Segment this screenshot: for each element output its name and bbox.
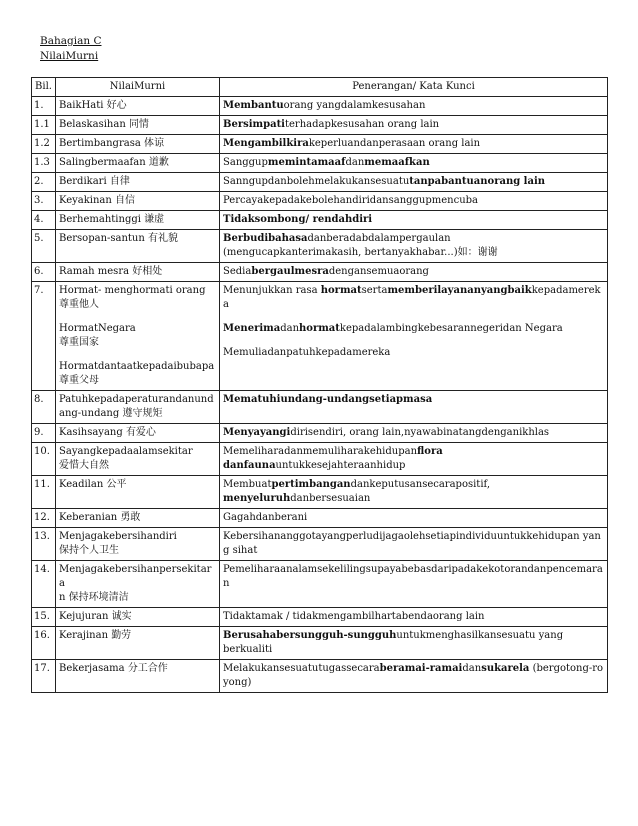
description-text: Sedia xyxy=(223,266,252,277)
table-row xyxy=(32,211,608,230)
description-text: danberadabdalampergaulan xyxy=(307,233,451,244)
description-line xyxy=(223,643,604,657)
value-name xyxy=(56,192,220,211)
table-row xyxy=(32,282,608,391)
keyword: beramai-ramai xyxy=(379,663,463,674)
description-text: Memuliadanpatuhkepadamereka xyxy=(223,347,391,358)
value-name xyxy=(56,476,220,509)
value-malay: Keadilan xyxy=(59,479,107,490)
value-chinese: 自律 xyxy=(109,176,130,187)
description-line xyxy=(223,137,604,151)
keyword: Berusahabersungguh-sungguh xyxy=(223,630,397,641)
value-line: Hormat- menghormati orang xyxy=(59,285,206,296)
value-name xyxy=(56,660,220,693)
value-name xyxy=(56,424,220,443)
description-line xyxy=(223,459,604,473)
description-line xyxy=(223,662,604,690)
description-text: (mengucapkanterimakasih, bertanyakhabar...)如：谢谢 xyxy=(223,247,498,258)
row-number: 1.3 xyxy=(32,154,56,173)
description-text: dankeputusansecarapositif, xyxy=(350,479,491,490)
table-row xyxy=(32,230,608,263)
value-chinese: 诚实 xyxy=(111,611,132,622)
table-row xyxy=(32,660,608,693)
value-name xyxy=(56,116,220,135)
value-description xyxy=(220,509,608,528)
description-text: berkualiti xyxy=(223,644,273,655)
row-number: 1.2 xyxy=(32,135,56,154)
row-number: 6. xyxy=(32,263,56,282)
description-text: dan xyxy=(280,323,300,334)
table-row xyxy=(32,443,608,476)
value-line: Menjagakebersihandiri xyxy=(59,531,177,542)
table-row xyxy=(32,627,608,660)
value-description xyxy=(220,660,608,693)
value-description xyxy=(220,173,608,192)
keyword: Menyayangi xyxy=(223,427,291,438)
row-number: 9. xyxy=(32,424,56,443)
description-text: Tidaktamak / tidakmengambilhartabendaorang lain xyxy=(223,611,485,622)
description-text: dirisendiri, orang lain,nyawabinatangdenganikhlas xyxy=(290,427,550,438)
description-text: dengansemuaorang xyxy=(328,266,429,277)
value-name xyxy=(56,282,220,391)
description-text: Kebersihananggotayangperludijagaolehsetiapindividuuntukkehidupan yang sihat xyxy=(223,531,601,556)
value-description xyxy=(220,443,608,476)
keyword: flora xyxy=(417,446,443,457)
value-chinese: 公平 xyxy=(106,479,127,490)
description-text: terhadapkesusahan orang lain xyxy=(284,119,440,130)
value-name xyxy=(56,443,220,476)
description-text: Memeliharadanmemuliharakehidupan xyxy=(223,446,418,457)
keyword: Membantu xyxy=(223,100,284,111)
value-malay: Bertimbangrasa xyxy=(59,138,144,149)
table-row xyxy=(32,476,608,509)
table-row xyxy=(32,263,608,282)
table-row xyxy=(32,173,608,192)
value-chinese: 好相处 xyxy=(132,266,163,277)
description-text: dan xyxy=(462,663,482,674)
value-name xyxy=(56,173,220,192)
value-malay: Bekerjasama xyxy=(59,663,128,674)
value-malay: Salingbermaafan xyxy=(59,157,149,168)
value-description xyxy=(220,97,608,116)
value-malay: Belaskasihan xyxy=(59,119,129,130)
description-line xyxy=(223,426,604,440)
value-description xyxy=(220,230,608,263)
document-heading xyxy=(40,34,101,64)
value-name xyxy=(56,627,220,660)
table-row xyxy=(32,528,608,561)
description-line xyxy=(223,118,604,132)
description-text: kepadalambingkebesarannegeridan Negara xyxy=(339,323,563,334)
value-description xyxy=(220,154,608,173)
description-line xyxy=(223,563,604,591)
value-line xyxy=(59,350,216,360)
value-chinese: 谦虚 xyxy=(144,214,165,225)
value-line: HormatNegara xyxy=(59,323,136,334)
description-line xyxy=(223,194,604,208)
description-line xyxy=(223,246,604,260)
table-row xyxy=(32,391,608,424)
value-malay: Bersopan-santun xyxy=(59,233,148,244)
value-description xyxy=(220,424,608,443)
description-line xyxy=(223,156,604,170)
table-row xyxy=(32,154,608,173)
description-line xyxy=(223,629,604,643)
description-line xyxy=(223,492,604,506)
value-line: Patuhkepadaperaturandanund xyxy=(59,394,214,405)
description-text: Sanggup xyxy=(223,157,268,168)
value-line: 保持个人卫生 xyxy=(59,545,119,556)
keyword: bergaulmesra xyxy=(251,266,329,277)
row-number: 1.1 xyxy=(32,116,56,135)
value-malay: Kerajinan xyxy=(59,630,112,641)
keyword: hormat xyxy=(299,323,340,334)
description-text: serta xyxy=(361,285,388,296)
table-row xyxy=(32,135,608,154)
section-title: Bahagian C xyxy=(40,35,102,47)
description-text: dan xyxy=(345,157,365,168)
table-row xyxy=(32,97,608,116)
value-description xyxy=(220,263,608,282)
description-line xyxy=(223,445,604,459)
table-row xyxy=(32,192,608,211)
description-line xyxy=(223,213,604,227)
description-line xyxy=(223,346,604,360)
value-malay: BaikHati xyxy=(59,100,107,111)
table-row xyxy=(32,561,608,608)
description-text: Percayakepadakebolehandiridansanggupmencuba xyxy=(223,195,479,206)
description-line xyxy=(223,99,604,113)
row-number: 13. xyxy=(32,528,56,561)
row-number: 17. xyxy=(32,660,56,693)
value-description xyxy=(220,282,608,391)
value-malay: Keberanian xyxy=(59,512,121,523)
value-description xyxy=(220,528,608,561)
table-body xyxy=(32,97,608,693)
row-number: 15. xyxy=(32,608,56,627)
value-line: n 保持环境清洁 xyxy=(59,592,129,603)
value-chinese: 勇敢 xyxy=(120,512,141,523)
keyword: menyeluruh xyxy=(223,493,291,504)
value-description xyxy=(220,561,608,608)
value-chinese: 自信 xyxy=(115,195,136,206)
keyword: Menerima xyxy=(223,323,281,334)
value-line: Sayangkepadaalamsekitar xyxy=(59,446,193,457)
table-row xyxy=(32,116,608,135)
value-name xyxy=(56,154,220,173)
keyword: memintamaaf xyxy=(267,157,346,168)
description-line xyxy=(223,478,604,492)
keyword: Berbudibahasa xyxy=(223,233,308,244)
value-chinese: 好心 xyxy=(106,100,127,111)
value-name xyxy=(56,135,220,154)
description-line xyxy=(223,265,604,279)
value-line: 爱惜大自然 xyxy=(59,460,109,471)
value-chinese: 有礼貌 xyxy=(148,233,178,244)
value-name xyxy=(56,211,220,230)
table-row xyxy=(32,608,608,627)
table-header-row xyxy=(32,78,608,97)
value-malay: Berhemahtinggi xyxy=(59,214,145,225)
value-name xyxy=(56,391,220,424)
description-text: Membuat xyxy=(223,479,272,490)
description-line xyxy=(223,393,604,407)
row-number: 3. xyxy=(32,192,56,211)
description-line xyxy=(223,232,604,246)
description-line xyxy=(223,511,604,525)
table-row xyxy=(32,424,608,443)
value-line: 尊重国家 xyxy=(59,337,99,348)
table-row xyxy=(32,509,608,528)
keyword: Bersimpati xyxy=(223,119,285,130)
row-number: 4. xyxy=(32,211,56,230)
row-number: 11. xyxy=(32,476,56,509)
keyword: sukarela xyxy=(481,663,530,674)
value-chinese: 勤劳 xyxy=(111,630,132,641)
description-line xyxy=(223,610,604,624)
row-number: 7. xyxy=(32,282,56,391)
row-number: 5. xyxy=(32,230,56,263)
description-text: Gagahdanberani xyxy=(223,512,308,523)
keyword: memberilayananyangbaik xyxy=(387,285,532,296)
value-malay: Berdikari xyxy=(59,176,110,187)
row-number: 8. xyxy=(32,391,56,424)
row-number: 2. xyxy=(32,173,56,192)
values-table xyxy=(31,77,608,693)
description-text: danbersesuaian xyxy=(290,493,371,504)
value-chinese: 分工合作 xyxy=(127,663,168,674)
description-text: kepadamereka xyxy=(223,285,601,310)
description-text: untukmenghasilkansesuatu yang xyxy=(396,630,564,641)
keyword: Tidaksombong/ rendahdiri xyxy=(223,214,373,225)
description-text: Pemeliharaanalamsekelilingsupayabebasdaripadakekotorandanpencemaran xyxy=(223,564,603,589)
value-name xyxy=(56,561,220,608)
description-line xyxy=(223,336,604,346)
value-line: ang-undang 遵守规矩 xyxy=(59,408,163,419)
section-subtitle: NilaiMurni xyxy=(40,50,99,62)
value-description xyxy=(220,608,608,627)
value-description xyxy=(220,391,608,424)
row-number: 1. xyxy=(32,97,56,116)
value-malay: Kejujuran xyxy=(59,611,112,622)
value-malay: Ramah mesra xyxy=(59,266,133,277)
value-description xyxy=(220,211,608,230)
row-number: 16. xyxy=(32,627,56,660)
value-malay: Kasihsayang xyxy=(59,427,126,438)
header-description: Penerangan/ Kata Kunci xyxy=(220,78,608,97)
description-line xyxy=(223,312,604,322)
value-description xyxy=(220,116,608,135)
keyword: Mematuhiundang-undangsetiapmasa xyxy=(223,394,433,405)
header-value: NilaiMurni xyxy=(56,78,220,97)
row-number: 12. xyxy=(32,509,56,528)
value-name xyxy=(56,230,220,263)
description-text: keperluandanperasaan orang lain xyxy=(308,138,481,149)
value-line: 尊重父母 xyxy=(59,375,99,386)
description-line xyxy=(223,322,604,336)
description-text: Melakukansesuatutugassecara xyxy=(223,663,380,674)
value-chinese: 体谅 xyxy=(143,138,164,149)
keyword: hormat xyxy=(320,285,362,296)
description-line xyxy=(223,530,604,558)
value-name xyxy=(56,97,220,116)
description-line xyxy=(223,284,604,312)
keyword: Mengambilkira xyxy=(223,138,309,149)
description-text: Sanngupdanbolehmelakukansesuatu xyxy=(223,176,410,187)
value-chinese: 同情 xyxy=(128,119,149,130)
value-name xyxy=(56,509,220,528)
value-line: Menjagakebersihanpersekitara xyxy=(59,564,212,589)
value-chinese: 有爱心 xyxy=(125,427,156,438)
value-description xyxy=(220,135,608,154)
description-text: orang yangdalamkesusahan xyxy=(283,100,426,111)
keyword: memaafkan xyxy=(364,157,430,168)
description-text: Menunjukkan rasa xyxy=(223,285,321,296)
value-line: 尊重他人 xyxy=(59,299,99,310)
value-description xyxy=(220,627,608,660)
value-line xyxy=(59,312,216,322)
keyword: pertimbangan xyxy=(271,479,351,490)
description-text: untukkesejahteraanhidup xyxy=(275,460,406,471)
keyword: danfauna xyxy=(223,460,276,471)
header-number: Bil. xyxy=(32,78,56,97)
value-name xyxy=(56,608,220,627)
value-name xyxy=(56,528,220,561)
description-line xyxy=(223,175,604,189)
value-name xyxy=(56,263,220,282)
value-line: Hormatdantaatkepadaibubapa xyxy=(59,361,215,372)
value-chinese: 道歉 xyxy=(148,157,169,168)
row-number: 14. xyxy=(32,561,56,608)
keyword: tanpabantuanorang lain xyxy=(409,176,546,187)
row-number: 10. xyxy=(32,443,56,476)
value-description xyxy=(220,192,608,211)
description-text: (bergotong-royong) xyxy=(223,663,604,688)
value-description xyxy=(220,476,608,509)
value-malay: Keyakinan xyxy=(59,195,116,206)
